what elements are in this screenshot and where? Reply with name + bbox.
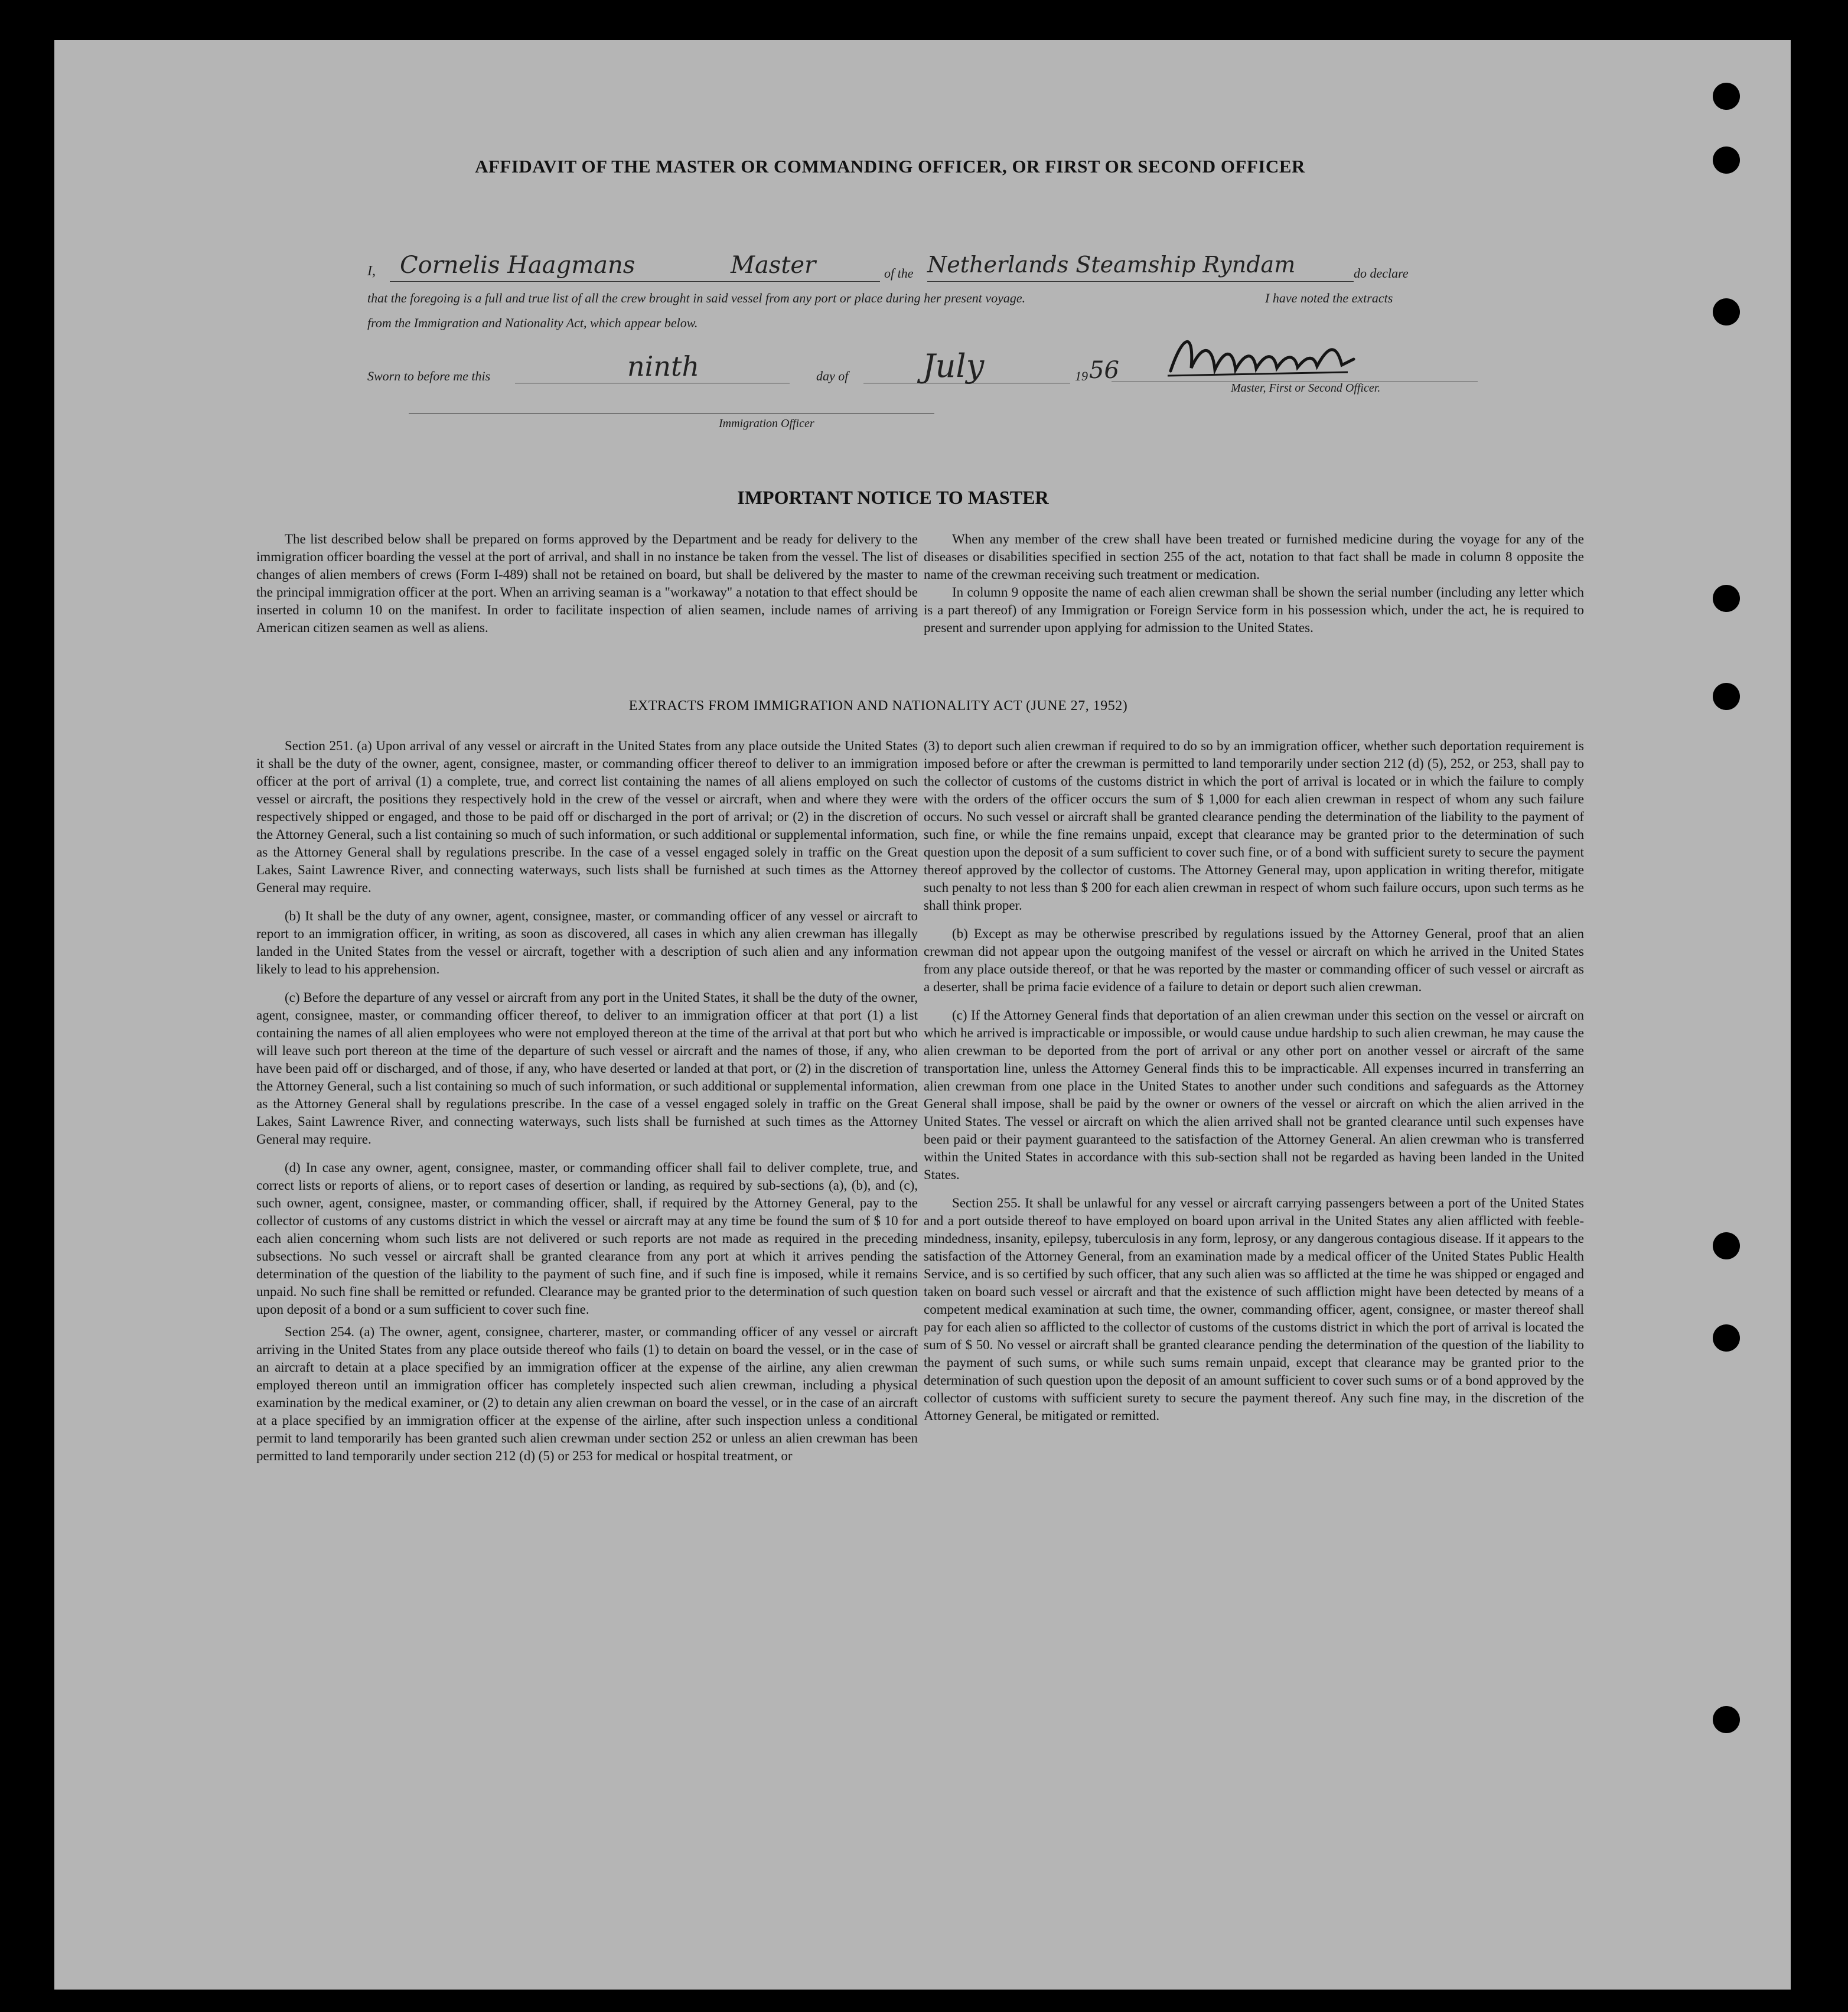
notice-left-paragraph: The list described below shall be prepared on forms approved by the Department and be ready for delivery to the immigration officer boarding the vessel at the port of arrival, and shall in no instance be taken from the vessel. The list of changes of alien members of crews (Form I-489) shall not be retained on board, but shall be delivered by the master to the principal immigration officer at the port. When an arriving seaman is a "workaway" a notation to that effect should be inserted in column 10 on the manifest. In order to facilitate inspection of alien seamen, include names of arriving American citizen seamen as well as aliens. [256,532,918,635]
master-name-handwritten: Cornelis Haagmans [400,252,635,279]
affidavit-statement-line1: that the foregoing is a full and true list of all the crew brought in said vessel from any port or place during her present voyage. [367,291,1026,305]
section-251-b: (b) It shall be the duty of any owner, agent, consignee, master, or commanding officer of any vessel or aircraft to report to an immigration officer, in writing, as soon as discovered, all cases in which any alien crewman has illegally landed in the United States from the vessel or aircraft, together with a description of such alien and any information likely to lead to his apprehension. [256,909,918,976]
section-254-b: (b) Except as may be otherwise prescribed by regulations issued by the Attorney General, proof that an alien crewman did not appear upon the outgoing manifest of the vessel or aircraft on which he arrived in the United States from any place outside thereof, or that he was reported by the master or commanding officer of such vessel or aircraft as a deserter, shall be prima facie evidence of a failure to detain or deport such alien crewman. [924,926,1584,994]
section-254-c: (c) If the Attorney General finds that deportation of an alien crewman under this section on the vessel or aircraft on which he arrived is impracticable or impossible, or would cause undue hardship to such alien crewman, he may cause the alien crewman to be deported from the port of arrival or any other port on another vessel or aircraft of the same transportation line, unless the Attorney General finds this to be impracticable. All expenses incurred in transferring an alien crewman from one place in the United States to another under such conditions and safeguards as the Attorney General shall impose, shall be paid by the owner or owners of the vessel or aircraft on which the alien arrived in the United States. The vessel or aircraft on which the alien arrived shall not be granted clearance until such expenses have been paid or their payment guaranteed to the satisfaction of the Attorney General. An alien crewman who is transferred within the United States in accordance with this sub-section shall not be regarded as having been landed in the United States. [924,1008,1584,1182]
notice-title: IMPORTANT NOTICE TO MASTER [737,487,1049,508]
punch-hole [1713,1706,1740,1733]
of-the-label: of the [884,266,914,281]
vessel-name-handwritten: Netherlands Steamship Ryndam [927,252,1296,278]
notice-right-column [924,530,1584,647]
section-251-a: Section 251. (a) Upon arrival of any vessel or aircraft in the United States from any place outside the United States it shall be the duty of the owner, agent, consignee, master, or commanding officer thereof to deliver to an immigration officer at the port of arrival (1) a complete, true, and correct list containing the names of all aliens employed on such vessel or aircraft, the positions they respectively hold in the crew of the vessel or aircraft, when and where they were respectively shipped or engaged, and those to be paid off or discharged in the port of arrival; or (2) in the discretion of the Attorney General, such a list containing so much of such information, or such additional or supplemental information, as the Attorney General shall by regulations prescribe. In the case of a vessel engaged solely in traffic on the Great Lakes, Saint Lawrence River, and connecting waterways, such lists shall be furnished at such times as the Attorney General may require. [256,738,918,895]
section-254-a: Section 254. (a) The owner, agent, consignee, charterer, master, or commanding officer of any vessel or aircraft arriving in the United States from any place outside thereof who fails (1) to detain on board the vessel, or in the case of an aircraft to detain at a place specified by an immigration officer at the expense of the airline, any alien crewman employed thereon until an immigration officer has completely inspected such alien crewman, including a physical examination by the medical examiner, or (2) to detain any alien crewman on board the vessel, or in the case of an aircraft at a place specified by an immigration officer at the expense of the airline, after such inspection unless a conditional permit to land temporarily has been granted such alien crewman under section 252 or unless an alien crewman has been permitted to land temporarily under section 212 (d) (5) or 253 for medical or hospital treatment, or [256,1324,918,1463]
punch-hole [1713,298,1740,325]
sworn-label: Sworn to before me this [367,369,491,383]
notice-right-paragraph-1: When any member of the crew shall have been treated or furnished medicine during the voyage for any of the diseases or disabilities specified in section 255 of the act, notation to that fact shall be made in column 8 opposite the name of the crewman receiving such treatment or medication. [924,532,1584,582]
section-251-c: (c) Before the departure of any vessel or aircraft from any port in the United States, it shall be the duty of the owner, agent, consignee, master, or commanding officer thereof, to deliver to an immigration officer at that port (1) a list containing the names of all alien employees who were not employed thereon at the time of the arrival at that port but who will leave such port thereon at the time of the departure of such vessel or aircraft and the names of those, if any, who have been paid off or discharged, and of those, if any, who have deserted or landed at that port, or (2) in the discretion of the Attorney General, such a list containing so much of such information, or such additional or supplemental information, as the Attorney General shall by regulations prescribe. In the case of a vessel engaged solely in traffic on the Great Lakes, Saint Lawrence River, and connecting waterways, such lists shall be furnished at such times as the Attorney General may require. [256,990,918,1147]
sworn-year-handwritten: 56 [1089,357,1119,384]
do-declare-label: do declare [1354,266,1409,281]
affidavit-i-label: I, [367,263,376,279]
extracts-left-column [256,737,918,1476]
punch-hole [1713,83,1740,110]
affidavit-statement-line1b: I have noted the extracts [1265,291,1393,305]
vessel-line [927,281,1354,282]
extracts-title: EXTRACTS FROM IMMIGRATION AND NATIONALITY ACT (JUNE 27, 1952) [628,698,1128,714]
sworn-day-handwritten: ninth [627,350,700,382]
section-251-d: (d) In case any owner, agent, consignee, master, or commanding officer shall fail to deliver complete, true, and correct lists or reports of aliens, or to report cases of desertion or landing, as required by sub-sections (a), (b), and (c), such owner, agent, consignee, master, or commanding officer, shall, if required by the Attorney General, pay to the collector of customs of any customs district in which the vessel or aircraft may at any time be found the sum of $ 10 for each alien concerning whom such lists are not delivered or such reports are not made as required in the preceding subsections. No such vessel or aircraft shall be granted clearance from any port at which it arrives pending the determination of the question of the liability to the payment of such fine, and if such fine is imposed, while it remains unpaid. No such fine shall be remitted or refunded. Clearance may be granted prior to the determination of such question upon deposit of a bond or a sum sufficient to cover such fine. [256,1160,918,1317]
punch-hole [1713,1232,1740,1259]
affidavit-title: AFFIDAVIT OF THE MASTER OR COMMANDING OFFICER, OR FIRST OR SECOND OFFICER [475,156,1305,177]
notice-left-column [256,530,918,647]
master-rank-handwritten: Master [731,252,816,279]
punch-hole [1713,1324,1740,1352]
affidavit-statement-line2: from the Immigration and Nationality Act, which appear below. [367,315,698,330]
section-255: Section 255. It shall be unlawful for any vessel or aircraft carrying passengers between a port of the United States and a port outside thereof to have employed on board upon arrival in the United States any alien afflicted with feeble-mindedness, insanity, epilepsy, tuberculosis in any form, leprosy, or any dangerous contagious disease. If it appears to the satisfaction of the Attorney General, from an examination made by a medical officer of the United States Public Health Service, and is so certified by such officer, that any such alien was so afflicted at the time he was shipped or engaged and taken on board such vessel or aircraft and that the existence of such affliction might have been detected by means of a competent medical examination at such time, the owner, commanding officer, agent, consignee, or master thereof shall pay for each alien so afflicted to the collector of customs of the customs district in which the port of arrival is located the sum of $ 50. No vessel or aircraft shall be granted clearance pending the determination of the question of the liability to the payment of such sums, or while such sums remain unpaid, except that clearance may be granted prior to the determination of such question upon the deposit of an amount sufficient to cover such sums or of a bond approved by the collector of customs with sufficient surety to secure the payment thereof. Any such fine may, in the discretion of the Attorney General, be mitigated or remitted. [924,1196,1584,1423]
sworn-month-handwritten: July [923,347,985,385]
master-signature [1159,324,1407,389]
notice-right-paragraph-2: In column 9 opposite the name of each alien crewman shall be shown the serial number (including any letter which is a part thereof) of any Immigration or Foreign Service form in his possession which, under the act, he is required to present and surrender upon applying for admission to the United States. [924,585,1584,635]
signature-caption: Master, First or Second Officer. [1231,382,1381,395]
section-254-a-continued: (3) to deport such alien crewman if required to do so by an immigration officer, whether such deportation requirement is imposed before or after the crewman is permitted to land temporarily under section 212 (d) (5), 252, or 253, shall pay to the collector of customs of the customs district in which the port of arrival is located or in which the failure to comply with the orders of the officer occurs the sum of $ 1,000 for each alien crewman in respect of whom any such failure occurs. No such vessel or aircraft shall be granted clearance pending the determination of the liability to the payment of such fine, or while the fine remains unpaid, except that clearance may be granted prior to the determination of such question upon the deposit of a sum sufficient to cover such fine, or of a bond with sufficient surety to secure the payment thereof approved by the collector of customs. The Attorney General may, upon application in writing therefor, mitigate such penalty to not less than $ 200 for each alien crewman in respect of whom such failure occurs, upon such terms as he shall think proper. [924,738,1584,913]
extracts-right-column [924,737,1584,1435]
name-line [390,281,880,282]
punch-hole [1713,146,1740,174]
punch-hole [1713,585,1740,612]
punch-hole [1713,683,1740,710]
day-of-label: day of [816,369,849,383]
document-page [54,40,1791,1990]
year-prefix-label: 19 [1075,369,1088,383]
officer-caption: Immigration Officer [719,417,814,430]
